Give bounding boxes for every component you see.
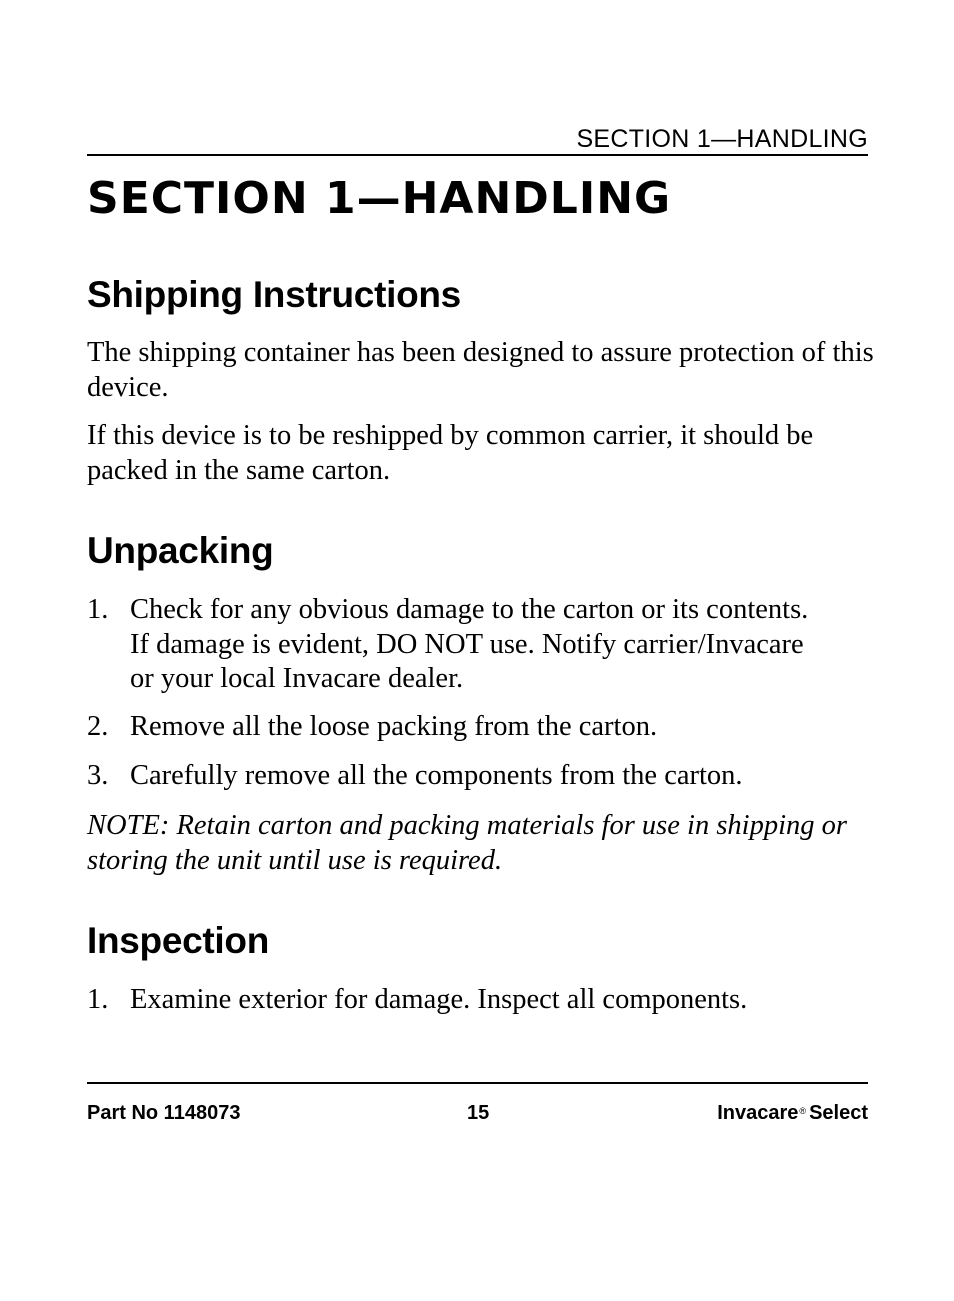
list-number: 3. [87,760,109,791]
shipping-paragraph-2: If this device is to be reshipped by common carrier, it should be packed in the same carton. [87,420,814,486]
shipping-instructions-heading: Shipping Instructions [87,274,461,315]
list-number: 2. [87,711,109,742]
footer-product: Select [809,1102,868,1124]
list-text: Examine exterior for damage. Inspect all components. [130,984,748,1015]
list-number: 1. [87,594,109,625]
list-text: Carefully remove all the components from the carton. [130,760,743,791]
list-text: Check for any obvious damage to the carton or its contents. If damage is evident, DO NOT use. Notify carrier/Invacare or your local Invacare dealer. [130,594,809,694]
list-number: 1. [87,984,109,1015]
footer-product-name [717,1100,868,1126]
footer-part-number: Part No 1148073 [87,1102,241,1124]
section-title: SECTION 1—HANDLING [87,173,672,224]
list-text: Remove all the loose packing from the carton. [130,711,658,742]
footer-brand: Invacare [717,1102,799,1124]
running-head: SECTION 1—HANDLING [576,125,868,153]
footer-page-number: 15 [467,1102,490,1124]
unpacking-step-1 [87,593,868,697]
inspection-step-1 [87,983,868,1018]
shipping-paragraph-1: The shipping container has been designed to assure protection of this device. [87,337,874,403]
inspection-heading: Inspection [87,920,270,961]
registered-mark: ® [799,1106,807,1116]
unpacking-step-3 [87,759,868,794]
unpacking-heading: Unpacking [87,530,274,571]
footer-rule [87,1082,868,1084]
unpacking-step-2 [87,710,868,745]
unpacking-note: NOTE: Retain carton and packing materials for use in shipping or storing the unit until use is required. [87,810,847,876]
header-rule [87,154,868,156]
